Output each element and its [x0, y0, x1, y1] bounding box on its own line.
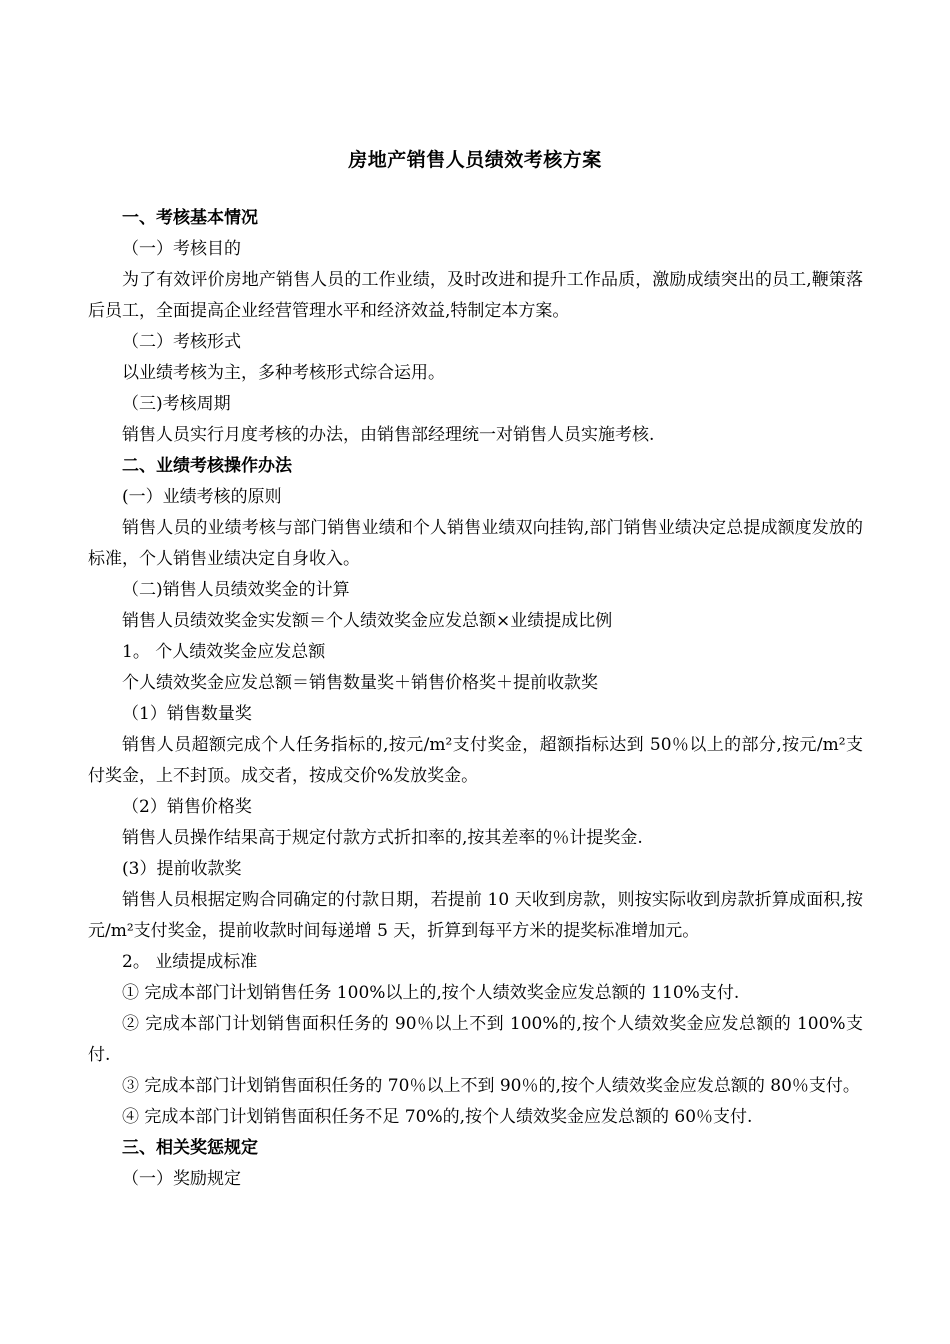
paragraph: 2。 业绩提成标准: [122, 952, 258, 972]
paragraph: ④ 完成本部门计划销售面积任务不足 70%的,按个人绩效奖金应发总额的 60％支付.: [122, 1107, 753, 1127]
subsection-heading: （二)销售人员绩效奖金的计算: [122, 580, 350, 600]
subsection-heading: （1）销售数量奖: [122, 704, 252, 724]
paragraph: 销售人员根据定购合同确定的付款日期，若提前 10 天收到房款，则按实际收到房款折算成面积,按元/m²支付奖金，提前收款时间每递增 5 天，折算到每平方米的提奖标准增加元。: [88, 890, 863, 941]
subsection-heading: (一）业绩考核的原则: [122, 487, 282, 507]
paragraph: 销售人员实行月度考核的办法，由销售部经理统一对销售人员实施考核.: [122, 425, 655, 445]
subsection-heading: （二）考核形式: [122, 332, 241, 352]
subsection-heading: （2）销售价格奖: [122, 797, 252, 817]
paragraph: 以业绩考核为主，多种考核形式综合运用。: [122, 363, 445, 383]
paragraph: ③ 完成本部门计划销售面积任务的 70％以上不到 90％的,按个人绩效奖金应发总额的 80％支付。: [122, 1076, 860, 1096]
section-heading: 一、考核基本情况: [122, 208, 258, 228]
section-heading: 二、业绩考核操作办法: [122, 456, 292, 476]
document-body: [88, 203, 863, 1195]
subsection-heading: （三)考核周期: [122, 394, 231, 414]
paragraph: 1。 个人绩效奖金应发总额: [122, 642, 326, 662]
section-heading: 三、相关奖惩规定: [122, 1138, 258, 1158]
subsection-heading: (3）提前收款奖: [122, 859, 242, 879]
paragraph: 为了有效评价房地产销售人员的工作业绩，及时改进和提升工作品质，激励成绩突出的员工,鞭策落后员工，全面提高企业经营管理水平和经济效益,特制定本方案。: [88, 270, 863, 321]
paragraph: ① 完成本部门计划销售任务 100%以上的,按个人绩效奖金应发总额的 110%支付.: [122, 983, 740, 1003]
subsection-heading: （一）考核目的: [122, 239, 241, 259]
document-title: 房地产销售人员绩效考核方案: [348, 149, 602, 171]
subsection-heading: （一）奖励规定: [122, 1169, 241, 1189]
paragraph: 销售人员操作结果高于规定付款方式折扣率的,按其差率的％计提奖金.: [122, 828, 643, 848]
paragraph: 销售人员的业绩考核与部门销售业绩和个人销售业绩双向挂钩,部门销售业绩决定总提成额度发放的标准，个人销售业绩决定自身收入。: [88, 518, 863, 569]
paragraph: 销售人员超额完成个人任务指标的,按元/m²支付奖金，超额指标达到 50％以上的部分,按元/m²支付奖金，上不封顶。成交者，按成交价%发放奖金。: [88, 735, 863, 786]
paragraph: 销售人员绩效奖金实发额＝个人绩效奖金应发总额×业绩提成比例: [122, 611, 613, 631]
paragraph: ② 完成本部门计划销售面积任务的 90％以上不到 100%的,按个人绩效奖金应发总额的 100%支付.: [88, 1014, 863, 1065]
paragraph: 个人绩效奖金应发总额＝销售数量奖＋销售价格奖＋提前收款奖: [122, 673, 598, 693]
